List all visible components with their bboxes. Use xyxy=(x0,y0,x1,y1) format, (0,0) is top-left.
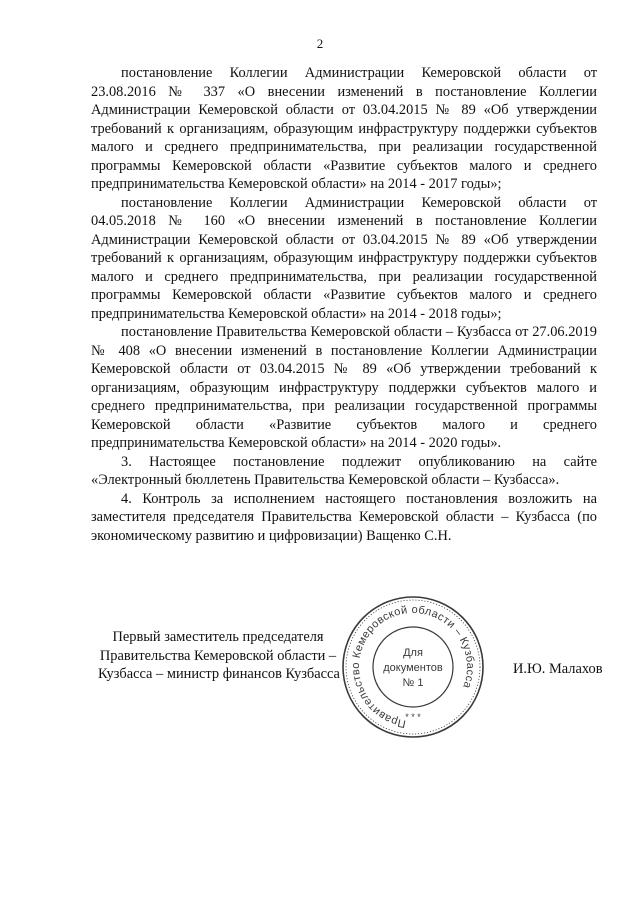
signatory-title-line: Правительства Кемеровской области – xyxy=(99,647,337,664)
paragraph-control: 4. Контроль за исполнением настоящего постановления возложить на заместителя председателя Правительства Кемеровской области – Кузбасса (по экономическому развитию и цифровизации) Ващенко С.Н. xyxy=(91,490,597,544)
signatory-title-line: Кузбасса – министр финансов Кузбасса xyxy=(98,666,340,682)
stamp-ring-text: Правительство Кемеровской области – Кузбасса xyxy=(349,603,477,730)
signatory-title-line: Первый заместитель председателя xyxy=(112,629,324,645)
svg-text:* * *: * * * xyxy=(405,712,421,722)
paragraph-publication: 3. Настоящее постановление подлежит опубликованию на сайте «Электронный бюллетень Правительства Кемеровской области – Кузбасса». xyxy=(91,453,597,488)
paragraph-repealed-act-2018: постановление Коллегии Администрации Кемеровской области от 04.05.2018 № 160 «О внесении изменений в постановление Коллегии Администрации Кемеровской области от 03.04.2015 № 89 «Об утверждении требований к организациям, образующим инфраструктуру поддержки субъектов малого и среднего предпринимательства, при реализации государственной программы Кемеровской области «Развитие субъектов малого и среднего предпринимательства Кемеровской области» на 2014 - 2018 годы»; xyxy=(91,194,597,322)
stamp-center-line: № 1 xyxy=(402,677,424,689)
official-seal-stamp xyxy=(340,594,486,740)
signatory-name: И.Ю. Малахов xyxy=(513,661,603,677)
signatory-title xyxy=(98,628,338,684)
paragraph-repealed-act-2019: постановление Правительства Кемеровской области – Кузбасса от 27.06.2019 № 408 «О внесении изменений в постановление Коллегии Администрации Кемеровской области от 03.04.2015 № 89 «Об утверждении требований к организациям, образующим инфраструктуру поддержки субъектов малого и среднего предпринимательства, при реализации государственной программы Кемеровской области «Развитие субъектов малого и среднего предпринимательства Кемеровской области» на 2014 - 2020 годы». xyxy=(91,324,597,451)
stamp-center-line: Для xyxy=(403,647,423,659)
stamp-center-line: документов xyxy=(383,662,443,674)
paragraph-repealed-act-2016: постановление Коллегии Администрации Кемеровской области от 23.08.2016 № 337 «О внесении изменений в постановление Коллегии Администрации Кемеровской области от 03.04.2015 № 89 «Об утверждении требований к организациям, образующим инфраструктуру поддержки субъектов малого и среднего предпринимательства, при реализации государственной программы Кемеровской области «Развитие субъектов малого и среднего предпринимательства Кемеровской области» на 2014 - 2017 годы»; xyxy=(91,65,597,192)
page-number: 2 xyxy=(316,36,324,51)
document-body xyxy=(91,64,597,545)
